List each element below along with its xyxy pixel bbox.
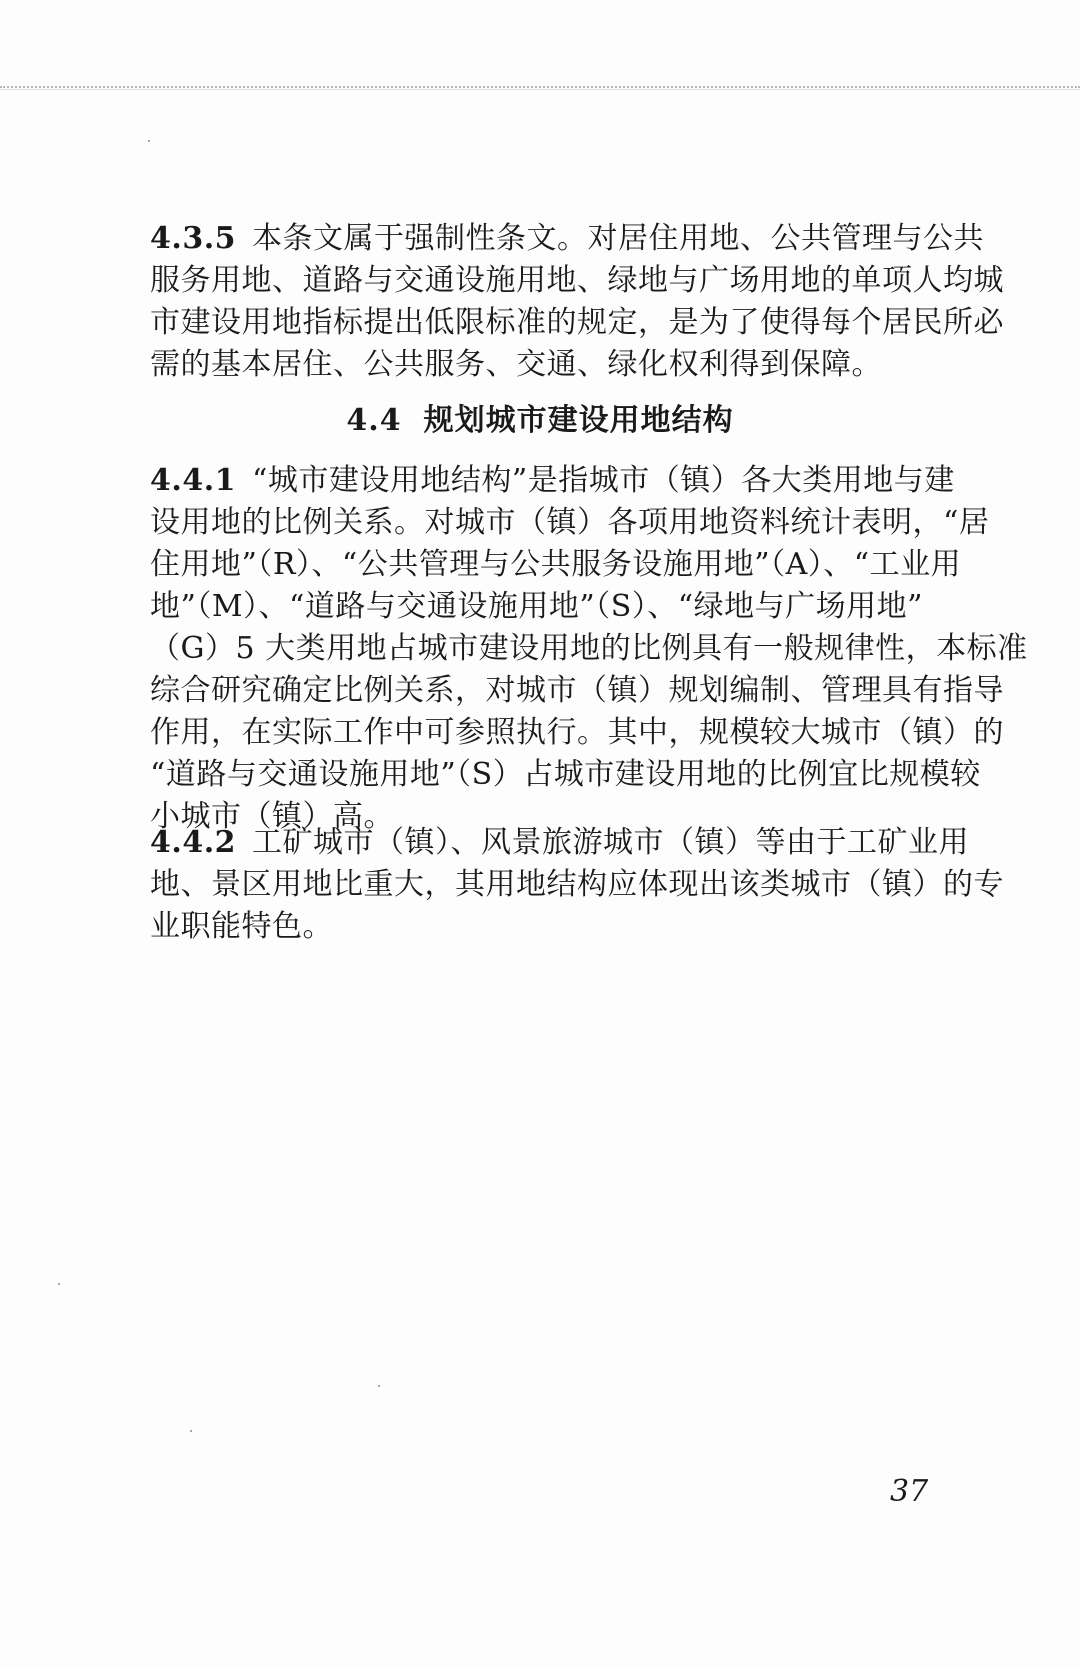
paragraph-line: 4.4.1 “城市建设用地结构”是指城市（镇）各大类用地与建 — [150, 463, 955, 498]
scan-speck — [190, 1430, 192, 1432]
heading-title: 规划城市建设用地结构 — [423, 403, 734, 438]
paragraph-line: 地、景区用地比重大，其用地结构应体现出该类城市（镇）的专 — [150, 867, 1004, 902]
section-number: 4.3.5 — [150, 221, 237, 256]
section-number: 4.4.1 — [150, 463, 237, 498]
section-4-3-5 — [150, 218, 1004, 386]
paragraph-line: “道路与交通设施用地”（S）占城市建设用地的比例宜比规模较 — [150, 757, 981, 792]
paragraph-line: 住用地”（R）、“公共管理与公共服务设施用地”（A）、“工业用 — [150, 547, 962, 582]
section-4-4-1 — [150, 460, 1028, 838]
paragraph-line: 业职能特色。 — [150, 909, 333, 944]
top-scan-rule-faint — [0, 89, 1080, 90]
paragraph-line: 4.3.5 本条文属于强制性条文。对居住用地、公共管理与公共 — [150, 221, 985, 256]
section-heading-4-4 — [0, 400, 1080, 442]
paragraph-line: 设用地的比例关系。对城市（镇）各项用地资料统计表明，“居 — [150, 505, 990, 540]
scan-speck — [148, 140, 150, 142]
paragraph-line: 服务用地、道路与交通设施用地、绿地与广场用地的单项人均城 — [150, 263, 1004, 298]
paragraph-line: 需的基本居住、公共服务、交通、绿化权利得到保障。 — [150, 347, 882, 382]
section-number: 4.4.2 — [150, 825, 237, 860]
paragraph-line: 市建设用地指标提出低限标准的规定，是为了使得每个居民所必 — [150, 305, 1004, 340]
page-number: 37 — [890, 1474, 929, 1509]
paragraph-line: 地”（M）、“道路与交通设施用地”（S）、“绿地与广场用地” — [150, 589, 923, 624]
paragraph-line: 作用，在实际工作中可参照执行。其中，规模较大城市（镇）的 — [150, 715, 1004, 750]
scan-speck — [58, 1283, 60, 1285]
paragraph-line: 4.4.2 工矿城市（镇）、风景旅游城市（镇）等由于工矿业用 — [150, 825, 970, 860]
top-scan-rule — [0, 86, 1080, 88]
scan-speck — [378, 1385, 380, 1387]
paragraph-line: 综合研究确定比例关系，对城市（镇）规划编制、管理具有指导 — [150, 673, 1004, 708]
paragraph-line: 小城市（镇）高。 — [150, 799, 394, 834]
paragraph-line: （G）5 大类用地占城市建设用地的比例具有一般规律性，本标准 — [150, 631, 1028, 666]
section-4-4-2 — [150, 822, 1004, 948]
heading-number: 4.4 — [346, 403, 402, 438]
